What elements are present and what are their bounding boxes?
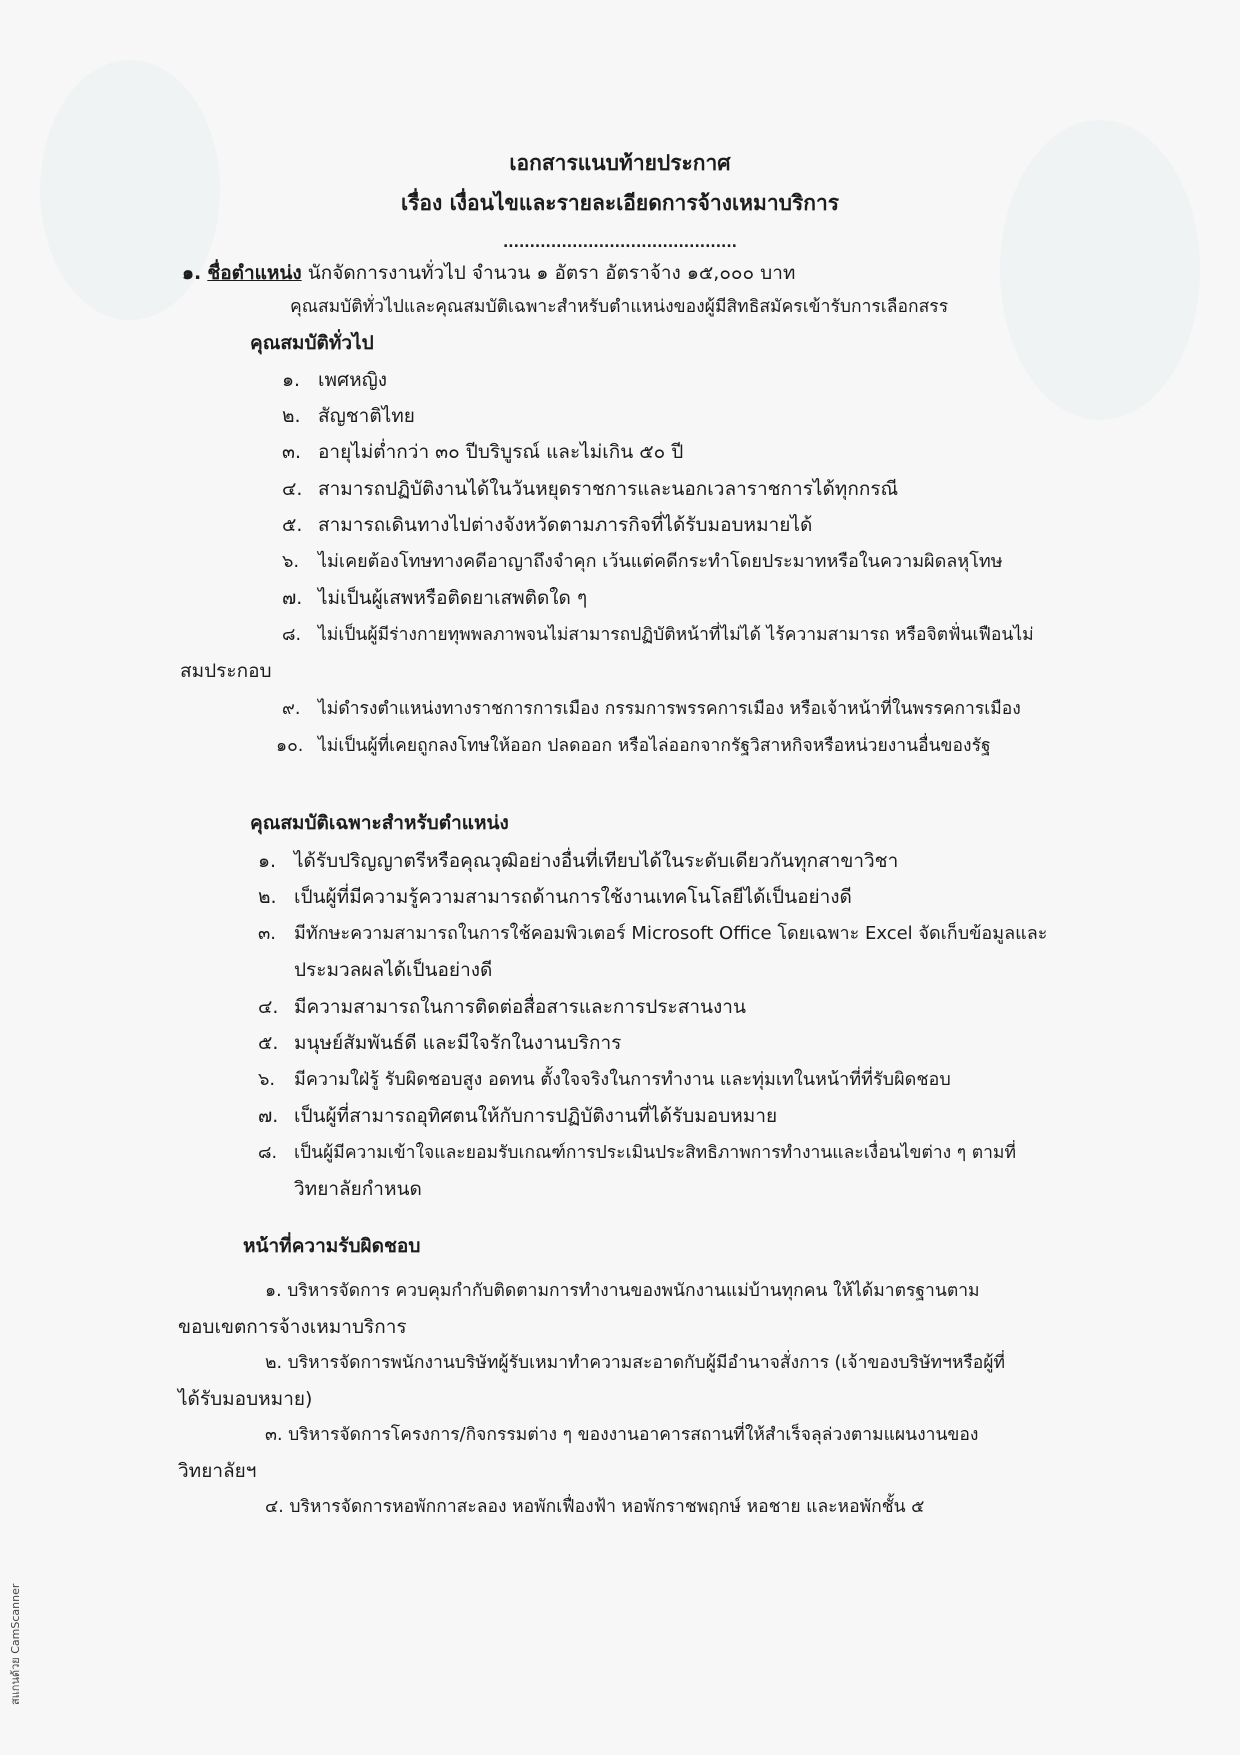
list-item: ๗. ไม่เป็นผู้เสพหรือติดยาเสพติดใด ๆ — [282, 587, 588, 609]
list-item: ๒. สัญชาติไทย — [282, 405, 415, 427]
list-item: ๔. มีความสามารถในการติดต่อสื่อสารและการประสานงาน — [258, 996, 746, 1018]
scanner-watermark: สแกนด้วย CamScanner — [9, 1583, 22, 1705]
list-item-continuation: วิทยาลัยกำหนด — [294, 1178, 422, 1200]
list-item: ๕. สามารถเดินทางไปต่างจังหวัดตามภารกิจที่ได้รับมอบหมายได้ — [282, 514, 813, 536]
list-item-continuation: ประมวลผลได้เป็นอย่างดี — [294, 959, 493, 981]
list-item: ๑๐. ไม่เป็นผู้ที่เคยถูกลงโทษให้ออก ปลดออก หรือไล่ออกจากรัฐวิสาหกิจหรือหน่วยงานอื่นของรัฐ — [276, 736, 991, 756]
qualification-intro: คุณสมบัติทั่วไปและคุณสมบัติเฉพาะสำหรับตำแหน่งของผู้มีสิทธิสมัครเข้ารับการเลือกสรร — [290, 297, 949, 317]
list-item: ๔. สามารถปฏิบัติงานได้ในวันหยุดราชการและนอกเวลาราชการได้ทุกกรณี — [282, 478, 899, 500]
position-num: ๑. — [182, 262, 202, 284]
list-item: ๘. เป็นผู้มีความเข้าใจและยอมรับเกณฑ์การประเมินประสิทธิภาพการทำงานและเงื่อนไขต่าง ๆ ตามที่ — [258, 1143, 1016, 1163]
title-separator: ............................................ — [502, 235, 737, 251]
list-item: ๒. เป็นผู้ที่มีความรู้ความสามารถด้านการใช้งานเทคโนโลยีได้เป็นอย่างดี — [258, 886, 852, 908]
duty-continuation: ขอบเขตการจ้างเหมาบริการ — [178, 1316, 407, 1338]
list-item: ๑. ได้รับปริญญาตรีหรือคุณวุฒิอย่างอื่นที่เทียบได้ในระดับเดียวกันทุกสาขาวิชา — [258, 850, 899, 872]
list-item: ๓. มีทักษะความสามารถในการใช้คอมพิวเตอร์ Microsoft Office โดยเฉพาะ Excel จัดเก็บข้อมูลและ — [258, 923, 1048, 944]
list-item: ๖. มีความใฝ่รู้ รับผิดชอบสูง อดทน ตั้งใจจริงในการทำงาน และทุ่มเทในหน้าที่ที่รับผิดชอบ — [258, 1069, 951, 1090]
position-label: ชื่อตำแหน่ง — [207, 262, 302, 284]
general-heading: คุณสมบัติทั่วไป — [250, 332, 374, 354]
specific-heading: คุณสมบัติเฉพาะสำหรับตำแหน่ง — [250, 812, 509, 834]
duty-item: ๒. บริหารจัดการพนักงานบริษัทผู้รับเหมาทำความสะอาดกับผู้มีอำนาจสั่งการ (เจ้าของบริษัทฯหรือผู้ที่ — [265, 1353, 1006, 1373]
list-item: ๘. ไม่เป็นผู้มีร่างกายทุพพลภาพจนไม่สามารถปฏิบัติหน้าที่ไม่ได้ ไร้ความสามารถ หรือจิตฟั่นเฟือนไม่ — [282, 625, 1034, 645]
duties-heading: หน้าที่ความรับผิดชอบ — [243, 1235, 421, 1257]
duty-item: ๔. บริหารจัดการหอพักกาสะลอง หอพักเฟื่องฟ้า หอพักราชพฤกษ์ หอชาย และหอพักชั้น ๕ — [265, 1497, 925, 1517]
duty-item: ๓. บริหารจัดการโครงการ/กิจกรรมต่าง ๆ ของงานอาคารสถานที่ให้สำเร็จลุล่วงตามแผนงานของ — [265, 1425, 979, 1445]
duty-continuation: วิทยาลัยฯ — [178, 1460, 257, 1482]
doc-subject: เรื่อง เงื่อนไขและรายละเอียดการจ้างเหมาบริการ — [400, 191, 840, 215]
list-item: ๑. เพศหญิง — [282, 369, 388, 391]
list-item: ๗. เป็นผู้ที่สามารถอุทิศตนให้กับการปฏิบัติงานที่ได้รับมอบหมาย — [258, 1105, 778, 1127]
list-item: ๖. ไม่เคยต้องโทษทางคดีอาญาถึงจำคุก เว้นแต่คดีกระทำโดยประมาทหรือในความผิดลหุโทษ — [282, 551, 1003, 572]
duty-item: ๑. บริหารจัดการ ควบคุมกำกับติดตามการทำงานของพนักงานแม่บ้านทุกคน ให้ได้มาตรฐานตาม — [265, 1281, 980, 1301]
list-item: ๓. อายุไม่ต่ำกว่า ๓๐ ปีบริบูรณ์ และไม่เกิน ๕๐ ปี — [282, 441, 684, 463]
doc-title: เอกสารแนบท้ายประกาศ — [509, 151, 731, 175]
position-line — [182, 260, 795, 286]
duty-continuation: ได้รับมอบหมาย) — [178, 1388, 313, 1410]
list-item-continuation: สมประกอบ — [180, 660, 272, 682]
list-item: ๙. ไม่ดำรงตำแหน่งทางราชการการเมือง กรรมการพรรคการเมือง หรือเจ้าหน้าที่ในพรรคการเมือง — [282, 699, 1021, 719]
list-item: ๕. มนุษย์สัมพันธ์ดี และมีใจรักในงานบริการ — [258, 1032, 622, 1054]
position-text: นักจัดการงานทั่วไป จำนวน ๑ อัตรา อัตราจ้าง ๑๕,๐๐๐ บาท — [307, 262, 796, 284]
